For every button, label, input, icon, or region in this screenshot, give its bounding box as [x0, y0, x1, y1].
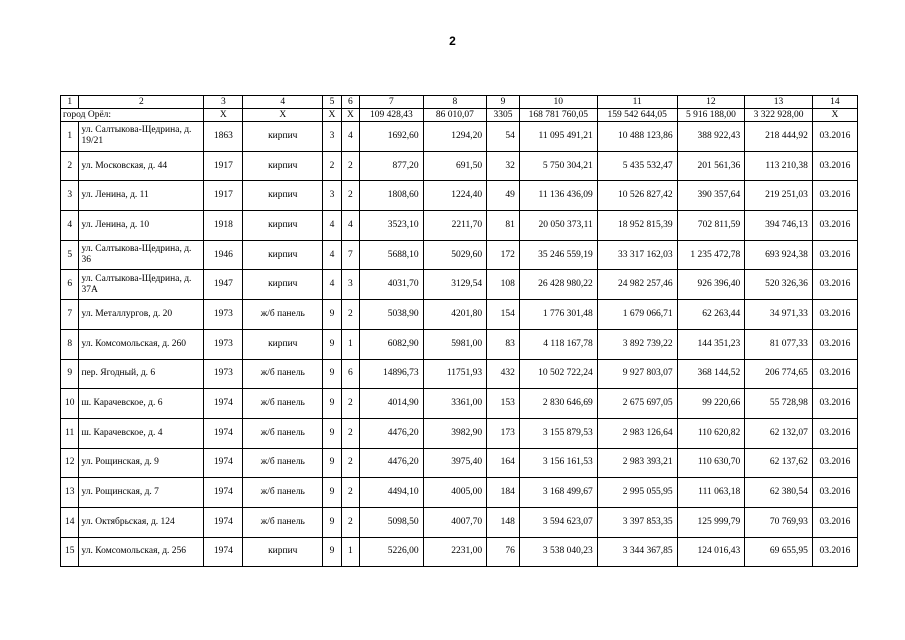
cell-year: 1947 — [204, 270, 243, 300]
cell-cost-total: 4 118 167,78 — [519, 329, 597, 359]
cell-cost-region: 110 630,70 — [677, 448, 745, 478]
cell-entrances: 3 — [341, 270, 359, 300]
table-row — [61, 418, 858, 448]
cell-living-area: 4005,00 — [423, 478, 487, 508]
cell-cost-total: 26 428 980,22 — [519, 270, 597, 300]
cell-cost-local: 394 746,13 — [745, 211, 813, 241]
column-header: 12 — [677, 96, 745, 109]
cell-residents: 32 — [487, 151, 520, 181]
cell-n: 9 — [61, 359, 79, 389]
city-name: город Орёл: — [61, 109, 204, 122]
cell-entrances: 7 — [341, 240, 359, 270]
cell-floors: 9 — [323, 389, 341, 419]
cell-year: 1974 — [204, 448, 243, 478]
cell-deadline: 03.2016 — [812, 270, 857, 300]
cell-residents: 108 — [487, 270, 520, 300]
cell-floors: 4 — [323, 270, 341, 300]
cell-n: 5 — [61, 240, 79, 270]
cell-n: 13 — [61, 478, 79, 508]
cell-n: 1 — [61, 122, 79, 152]
cell-cost-region: 201 561,36 — [677, 151, 745, 181]
cell-total-area: 5688,10 — [360, 240, 424, 270]
cell-cost-total: 1 776 301,48 — [519, 300, 597, 330]
column-header: 4 — [243, 96, 323, 109]
cell-residents: 173 — [487, 418, 520, 448]
city-summary-cell: 5 916 188,00 — [677, 109, 745, 122]
cell-residents: 54 — [487, 122, 520, 152]
cell-year: 1974 — [204, 478, 243, 508]
cell-address: ш. Карачевское, д. 6 — [79, 389, 204, 419]
cell-cost-local: 34 971,33 — [745, 300, 813, 330]
cell-residents: 49 — [487, 181, 520, 211]
cell-material: кирпич — [243, 181, 323, 211]
cell-cost-fund: 3 397 853,35 — [597, 507, 677, 537]
cell-cost-total: 3 538 040,23 — [519, 537, 597, 567]
cell-deadline: 03.2016 — [812, 359, 857, 389]
cell-living-area: 691,50 — [423, 151, 487, 181]
cell-address: ул. Комсомольская, д. 256 — [79, 537, 204, 567]
cell-material: кирпич — [243, 329, 323, 359]
city-summary-cell: 109 428,43 — [360, 109, 424, 122]
table-row — [61, 151, 858, 181]
cell-n: 7 — [61, 300, 79, 330]
cell-cost-local: 69 655,95 — [745, 537, 813, 567]
cell-total-area: 5226,00 — [360, 537, 424, 567]
cell-entrances: 2 — [341, 151, 359, 181]
cell-cost-region: 99 220,66 — [677, 389, 745, 419]
cell-n: 15 — [61, 537, 79, 567]
cell-total-area: 4014,90 — [360, 389, 424, 419]
cell-floors: 9 — [323, 537, 341, 567]
cell-cost-local: 219 251,03 — [745, 181, 813, 211]
cell-cost-region: 111 063,18 — [677, 478, 745, 508]
cell-deadline: 03.2016 — [812, 122, 857, 152]
cell-address: ул. Металлургов, д. 20 — [79, 300, 204, 330]
cell-entrances: 2 — [341, 300, 359, 330]
cell-address: ш. Карачевское, д. 4 — [79, 418, 204, 448]
cell-n: 3 — [61, 181, 79, 211]
cell-cost-local: 55 728,98 — [745, 389, 813, 419]
column-header: 7 — [360, 96, 424, 109]
cell-entrances: 4 — [341, 122, 359, 152]
cell-residents: 172 — [487, 240, 520, 270]
cell-total-area: 1692,60 — [360, 122, 424, 152]
cell-cost-region: 144 351,23 — [677, 329, 745, 359]
cell-material: кирпич — [243, 537, 323, 567]
column-header: 14 — [812, 96, 857, 109]
cell-living-area: 3129,54 — [423, 270, 487, 300]
cell-cost-local: 81 077,33 — [745, 329, 813, 359]
cell-deadline: 03.2016 — [812, 329, 857, 359]
cell-cost-total: 11 136 436,09 — [519, 181, 597, 211]
cell-deadline: 03.2016 — [812, 389, 857, 419]
cell-entrances: 2 — [341, 478, 359, 508]
city-summary-cell: X — [323, 109, 341, 122]
cell-total-area: 4476,20 — [360, 448, 424, 478]
housing-registry-table — [60, 95, 858, 567]
cell-address: ул. Салтыкова-Щедрина, д. 37А — [79, 270, 204, 300]
city-summary-cell: 86 010,07 — [423, 109, 487, 122]
cell-entrances: 2 — [341, 181, 359, 211]
cell-living-area: 4007,70 — [423, 507, 487, 537]
cell-total-area: 14896,73 — [360, 359, 424, 389]
table-row — [61, 359, 858, 389]
cell-cost-local: 113 210,38 — [745, 151, 813, 181]
column-header: 9 — [487, 96, 520, 109]
cell-floors: 9 — [323, 300, 341, 330]
cell-living-area: 1224,40 — [423, 181, 487, 211]
city-summary-cell: X — [243, 109, 323, 122]
cell-total-area: 5098,50 — [360, 507, 424, 537]
cell-residents: 148 — [487, 507, 520, 537]
cell-cost-region: 926 396,40 — [677, 270, 745, 300]
cell-residents: 432 — [487, 359, 520, 389]
table-row — [61, 270, 858, 300]
cell-living-area: 3975,40 — [423, 448, 487, 478]
cell-deadline: 03.2016 — [812, 537, 857, 567]
cell-entrances: 2 — [341, 507, 359, 537]
cell-entrances: 4 — [341, 211, 359, 241]
cell-cost-fund: 9 927 803,07 — [597, 359, 677, 389]
cell-cost-region: 702 811,59 — [677, 211, 745, 241]
cell-n: 14 — [61, 507, 79, 537]
table-row — [61, 181, 858, 211]
table-row — [61, 389, 858, 419]
cell-cost-region: 1 235 472,78 — [677, 240, 745, 270]
column-header: 2 — [79, 96, 204, 109]
cell-address: ул. Салтыкова-Щедрина, д. 19/21 — [79, 122, 204, 152]
cell-entrances: 6 — [341, 359, 359, 389]
cell-cost-region: 124 016,43 — [677, 537, 745, 567]
cell-residents: 83 — [487, 329, 520, 359]
cell-floors: 4 — [323, 211, 341, 241]
cell-material: ж/б панель — [243, 300, 323, 330]
column-header: 5 — [323, 96, 341, 109]
cell-deadline: 03.2016 — [812, 448, 857, 478]
cell-cost-total: 3 155 879,53 — [519, 418, 597, 448]
cell-deadline: 03.2016 — [812, 478, 857, 508]
cell-floors: 9 — [323, 359, 341, 389]
cell-residents: 81 — [487, 211, 520, 241]
cell-floors: 9 — [323, 507, 341, 537]
cell-living-area: 5981,00 — [423, 329, 487, 359]
cell-year: 1973 — [204, 329, 243, 359]
column-header: 11 — [597, 96, 677, 109]
cell-address: ул. Октябрьская, д. 124 — [79, 507, 204, 537]
cell-cost-local: 693 924,38 — [745, 240, 813, 270]
cell-cost-local: 62 380,54 — [745, 478, 813, 508]
cell-cost-region: 110 620,82 — [677, 418, 745, 448]
cell-cost-region: 125 999,79 — [677, 507, 745, 537]
cell-living-area: 4201,80 — [423, 300, 487, 330]
cell-year: 1917 — [204, 181, 243, 211]
header-row — [61, 96, 858, 109]
cell-year: 1974 — [204, 507, 243, 537]
cell-floors: 2 — [323, 151, 341, 181]
city-summary-cell: X — [812, 109, 857, 122]
cell-cost-region: 62 263,44 — [677, 300, 745, 330]
city-summary-cell: 3 322 928,00 — [745, 109, 813, 122]
cell-cost-total: 10 502 722,24 — [519, 359, 597, 389]
cell-year: 1973 — [204, 359, 243, 389]
cell-residents: 153 — [487, 389, 520, 419]
cell-address: ул. Московская, д. 44 — [79, 151, 204, 181]
table-row — [61, 478, 858, 508]
cell-total-area: 3523,10 — [360, 211, 424, 241]
cell-cost-total: 3 594 623,07 — [519, 507, 597, 537]
cell-year: 1917 — [204, 151, 243, 181]
cell-floors: 9 — [323, 418, 341, 448]
cell-cost-total: 20 050 373,11 — [519, 211, 597, 241]
cell-cost-region: 390 357,64 — [677, 181, 745, 211]
cell-cost-fund: 1 679 066,71 — [597, 300, 677, 330]
table-row — [61, 300, 858, 330]
cell-entrances: 1 — [341, 537, 359, 567]
page-number: 2 — [449, 34, 456, 48]
cell-address: ул. Комсомольская, д. 260 — [79, 329, 204, 359]
cell-residents: 164 — [487, 448, 520, 478]
cell-year: 1973 — [204, 300, 243, 330]
cell-deadline: 03.2016 — [812, 418, 857, 448]
cell-cost-fund: 24 982 257,46 — [597, 270, 677, 300]
column-header: 3 — [204, 96, 243, 109]
cell-material: кирпич — [243, 240, 323, 270]
city-summary-cell: X — [341, 109, 359, 122]
cell-deadline: 03.2016 — [812, 181, 857, 211]
cell-residents: 76 — [487, 537, 520, 567]
cell-cost-fund: 2 983 393,21 — [597, 448, 677, 478]
cell-address: пер. Ягодный, д. 6 — [79, 359, 204, 389]
cell-living-area: 1294,20 — [423, 122, 487, 152]
cell-n: 11 — [61, 418, 79, 448]
cell-year: 1863 — [204, 122, 243, 152]
cell-year: 1918 — [204, 211, 243, 241]
cell-floors: 4 — [323, 240, 341, 270]
cell-total-area: 4476,20 — [360, 418, 424, 448]
table-row — [61, 537, 858, 567]
column-header: 1 — [61, 96, 79, 109]
cell-cost-local: 62 132,07 — [745, 418, 813, 448]
cell-living-area: 3982,90 — [423, 418, 487, 448]
cell-year: 1974 — [204, 537, 243, 567]
cell-material: кирпич — [243, 151, 323, 181]
city-summary-cell: X — [204, 109, 243, 122]
cell-material: ж/б панель — [243, 448, 323, 478]
cell-material: ж/б панель — [243, 418, 323, 448]
cell-cost-fund: 10 488 123,86 — [597, 122, 677, 152]
cell-material: ж/б панель — [243, 359, 323, 389]
cell-address: ул. Ленина, д. 10 — [79, 211, 204, 241]
city-summary-cell: 168 781 760,05 — [519, 109, 597, 122]
cell-entrances: 2 — [341, 448, 359, 478]
cell-cost-fund: 2 675 697,05 — [597, 389, 677, 419]
cell-floors: 3 — [323, 181, 341, 211]
cell-entrances: 1 — [341, 329, 359, 359]
cell-living-area: 5029,60 — [423, 240, 487, 270]
table-row — [61, 329, 858, 359]
cell-cost-fund: 2 995 055,95 — [597, 478, 677, 508]
cell-total-area: 4031,70 — [360, 270, 424, 300]
column-header: 6 — [341, 96, 359, 109]
cell-entrances: 2 — [341, 389, 359, 419]
cell-total-area: 877,20 — [360, 151, 424, 181]
cell-cost-region: 388 922,43 — [677, 122, 745, 152]
cell-cost-total: 5 750 304,21 — [519, 151, 597, 181]
cell-cost-total: 2 830 646,69 — [519, 389, 597, 419]
cell-cost-region: 368 144,52 — [677, 359, 745, 389]
cell-residents: 184 — [487, 478, 520, 508]
cell-cost-fund: 18 952 815,39 — [597, 211, 677, 241]
cell-living-area: 3361,00 — [423, 389, 487, 419]
cell-cost-total: 3 156 161,53 — [519, 448, 597, 478]
cell-n: 10 — [61, 389, 79, 419]
cell-deadline: 03.2016 — [812, 240, 857, 270]
cell-cost-total: 3 168 499,67 — [519, 478, 597, 508]
cell-total-area: 1808,60 — [360, 181, 424, 211]
cell-material: кирпич — [243, 122, 323, 152]
cell-n: 6 — [61, 270, 79, 300]
cell-year: 1974 — [204, 389, 243, 419]
cell-material: ж/б панель — [243, 389, 323, 419]
cell-deadline: 03.2016 — [812, 211, 857, 241]
cell-cost-fund: 10 526 827,42 — [597, 181, 677, 211]
cell-address: ул. Рощинская, д. 9 — [79, 448, 204, 478]
cell-n: 2 — [61, 151, 79, 181]
cell-cost-total: 35 246 559,19 — [519, 240, 597, 270]
column-header: 8 — [423, 96, 487, 109]
cell-deadline: 03.2016 — [812, 507, 857, 537]
cell-address: ул. Рощинская, д. 7 — [79, 478, 204, 508]
cell-deadline: 03.2016 — [812, 151, 857, 181]
cell-material: ж/б панель — [243, 507, 323, 537]
cell-residents: 154 — [487, 300, 520, 330]
cell-living-area: 11751,93 — [423, 359, 487, 389]
cell-year: 1974 — [204, 418, 243, 448]
cell-total-area: 6082,90 — [360, 329, 424, 359]
cell-cost-local: 70 769,93 — [745, 507, 813, 537]
table-row — [61, 448, 858, 478]
city-summary-cell: 159 542 644,05 — [597, 109, 677, 122]
cell-cost-fund: 2 983 126,64 — [597, 418, 677, 448]
cell-total-area: 5038,90 — [360, 300, 424, 330]
cell-address: ул. Салтыкова-Щедрина, д. 36 — [79, 240, 204, 270]
table-row — [61, 122, 858, 152]
cell-cost-local: 520 326,36 — [745, 270, 813, 300]
cell-entrances: 2 — [341, 418, 359, 448]
cell-cost-local: 218 444,92 — [745, 122, 813, 152]
cell-cost-fund: 33 317 162,03 — [597, 240, 677, 270]
table-row — [61, 211, 858, 241]
table-row — [61, 240, 858, 270]
column-header: 13 — [745, 96, 813, 109]
column-header: 10 — [519, 96, 597, 109]
cell-living-area: 2231,00 — [423, 537, 487, 567]
cell-floors: 3 — [323, 122, 341, 152]
cell-floors: 9 — [323, 448, 341, 478]
cell-material: ж/б панель — [243, 478, 323, 508]
cell-living-area: 2211,70 — [423, 211, 487, 241]
cell-floors: 9 — [323, 329, 341, 359]
cell-n: 4 — [61, 211, 79, 241]
cell-deadline: 03.2016 — [812, 300, 857, 330]
cell-material: кирпич — [243, 211, 323, 241]
cell-address: ул. Ленина, д. 11 — [79, 181, 204, 211]
cell-cost-local: 206 774,65 — [745, 359, 813, 389]
cell-material: кирпич — [243, 270, 323, 300]
cell-cost-total: 11 095 491,21 — [519, 122, 597, 152]
cell-n: 12 — [61, 448, 79, 478]
cell-year: 1946 — [204, 240, 243, 270]
cell-total-area: 4494,10 — [360, 478, 424, 508]
city-summary-cell: 3305 — [487, 109, 520, 122]
table-row — [61, 507, 858, 537]
city-summary-row — [61, 109, 858, 122]
cell-cost-fund: 3 344 367,85 — [597, 537, 677, 567]
cell-cost-fund: 5 435 532,47 — [597, 151, 677, 181]
cell-floors: 9 — [323, 478, 341, 508]
cell-n: 8 — [61, 329, 79, 359]
cell-cost-local: 62 137,62 — [745, 448, 813, 478]
cell-cost-fund: 3 892 739,22 — [597, 329, 677, 359]
